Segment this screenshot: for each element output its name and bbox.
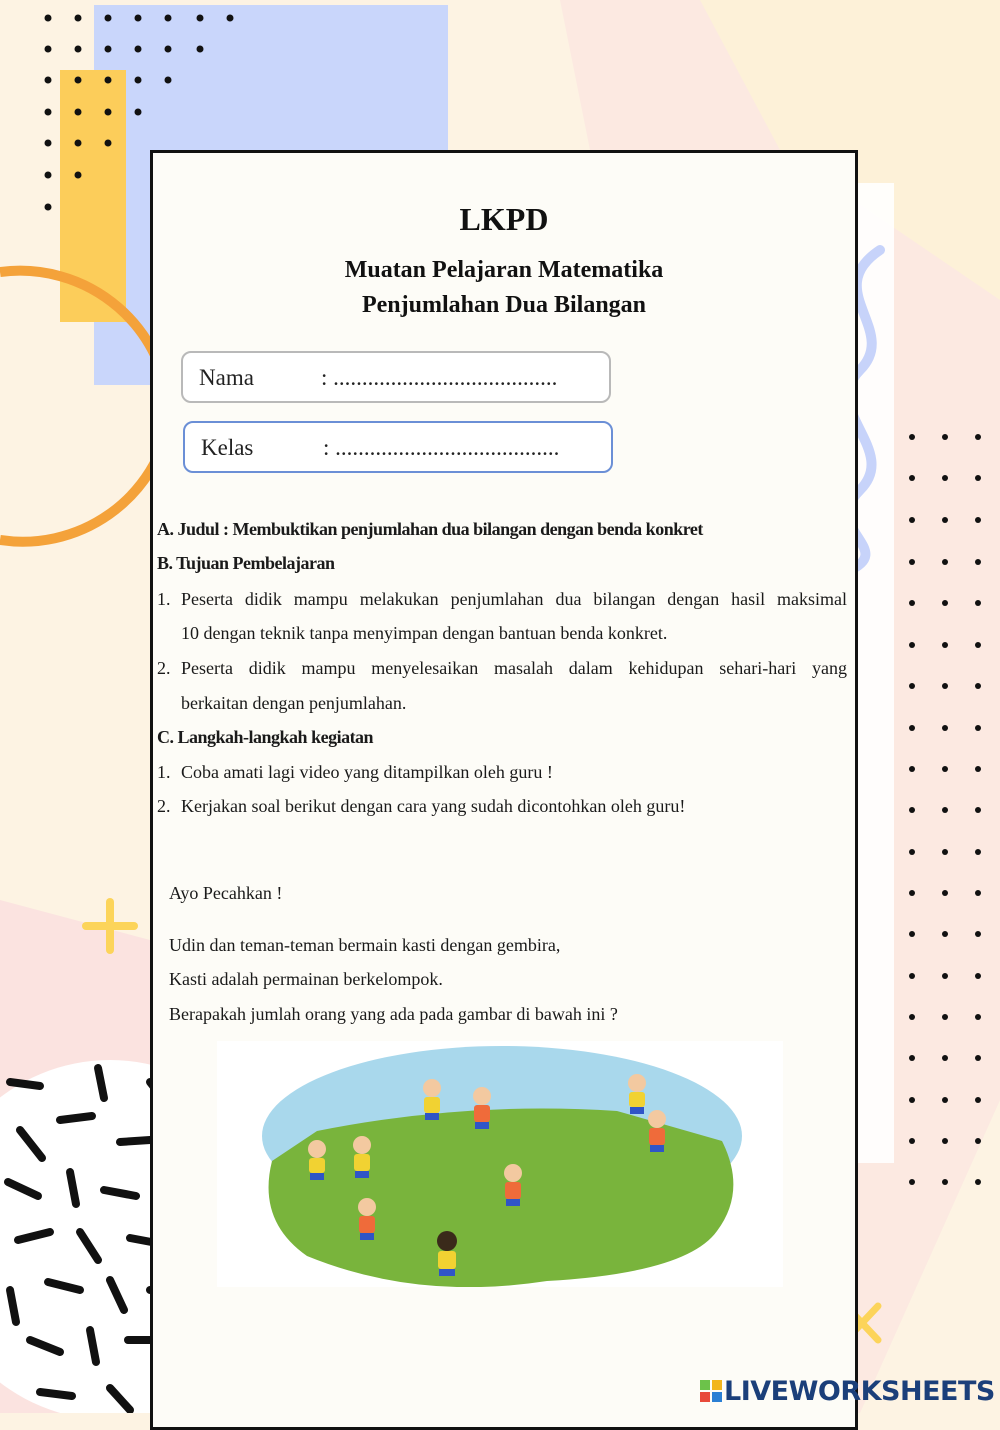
kelas-field[interactable] — [183, 421, 613, 473]
player-figure — [628, 1074, 646, 1114]
topic-subtitle: Penjumlahan Dua Bilangan — [361, 292, 647, 318]
section-a-heading: A. Judul : Membuktikan penjumlahan dua bilangan dengan benda konkret — [157, 519, 703, 539]
list-number: 1. — [157, 762, 171, 782]
liveworksheets-logo-icon — [700, 1380, 722, 1402]
story-heading: Ayo Pecahkan ! — [169, 883, 283, 903]
langkah-item-2: Kerjakan soal berikut dengan cara yang sudah dicontohkan oleh guru! — [181, 796, 686, 816]
player-figure — [358, 1198, 376, 1240]
player-figure — [353, 1136, 371, 1178]
list-number: 2. — [157, 658, 171, 678]
story-line-2: Kasti adalah permainan berkelompok. — [169, 969, 443, 989]
tujuan-item-1-line-2: 10 dengan teknik tanpa menyimpan dengan bantuan benda konkret. — [181, 623, 668, 643]
tujuan-item-1-line-1: Peserta didik mampu melakukan penjumlahan dua bilangan dengan hasil maksimal — [181, 589, 847, 609]
nama-label: Nama — [199, 365, 254, 390]
list-number: 1. — [157, 589, 171, 609]
worksheet-sheet — [150, 150, 858, 1430]
player-figure — [648, 1110, 666, 1152]
page-title: LKPD — [459, 201, 549, 237]
kelas-label: Kelas — [201, 435, 254, 460]
kelas-input[interactable]: : ....................................... — [323, 435, 560, 460]
story-line-3: Berapakah jumlah orang yang ada pada gambar di bawah ini ? — [169, 1004, 618, 1024]
player-figure — [437, 1231, 457, 1276]
story-line-1: Udin dan teman-teman bermain kasti dengan gembira, — [169, 935, 561, 955]
player-figure — [308, 1140, 326, 1180]
kasti-players-illustration — [217, 1041, 783, 1287]
player-figure — [423, 1079, 441, 1120]
brand-text: LIVEWORKSHEETS — [724, 1376, 995, 1407]
tujuan-item-2-line-2: berkaitan dengan penjumlahan. — [181, 693, 407, 713]
list-number: 2. — [157, 796, 171, 816]
nama-field[interactable] — [181, 351, 611, 403]
white-right-strip — [858, 183, 894, 1163]
section-b-heading: B. Tujuan Pembelajaran — [157, 553, 335, 573]
langkah-item-1: Coba amati lagi video yang ditampilkan oleh guru ! — [181, 762, 553, 782]
subject-subtitle: Muatan Pelajaran Matematika — [344, 257, 664, 283]
tujuan-item-2-line-1: Peserta didik mampu menyelesaikan masalah dalam kehidupan sehari-hari yang — [181, 658, 847, 678]
section-c-heading: C. Langkah-langkah kegiatan — [157, 727, 374, 747]
player-figure — [473, 1087, 491, 1129]
nama-input[interactable]: : ....................................... — [321, 365, 558, 390]
player-figure — [504, 1164, 522, 1206]
